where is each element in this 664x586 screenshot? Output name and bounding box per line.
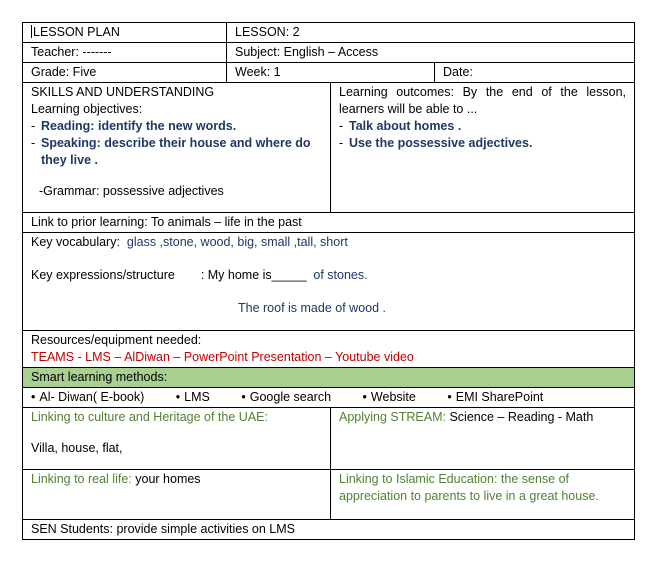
resources-row (23, 331, 635, 368)
real-life-row (23, 470, 635, 520)
vocabulary-cell (23, 233, 635, 331)
expression-line (31, 267, 626, 284)
stream-label: Applying STREAM: (339, 410, 446, 424)
method-item: • Website (362, 390, 416, 404)
method-item: • Al- Diwan( E-book) (31, 390, 145, 404)
header-row-3 (23, 63, 635, 83)
objectives-list (31, 118, 322, 169)
islamic-text: Linking to Islamic Education: the sense of appreciation to parents to live in a great house. (339, 472, 599, 503)
vocabulary-words: glass ,stone, wood, big, small ,tall, short (126, 235, 348, 249)
week-field: Week: 1 (227, 63, 435, 83)
outcomes-intro: Learning outcomes: By the end of the lesson, learners will be able to ... (339, 85, 627, 116)
expression-end: of stones. (313, 268, 368, 282)
objectives-label: Learning objectives: (31, 102, 143, 116)
teacher-field: Teacher: ------- (23, 43, 227, 63)
header-row-1 (23, 23, 635, 43)
objective-reading: - Reading: identify the new words. (31, 118, 322, 135)
real-life-cell (23, 470, 331, 520)
outcomes-cell (331, 83, 635, 213)
subject-field: Subject: English – Access (227, 43, 635, 63)
sen-cell: SEN Students: provide simple activities on LMS (23, 520, 635, 540)
resources-label: Resources/equipment needed: (31, 333, 202, 347)
method-item: • Google search (241, 390, 332, 404)
vocabulary-line (31, 234, 626, 251)
vocabulary-row (23, 233, 635, 331)
skills-heading: SKILLS AND UNDERSTANDING (31, 85, 215, 99)
culture-text: Villa, house, flat, (31, 441, 123, 455)
grammar-note: -Grammar: possessive adjectives (39, 184, 224, 198)
method-item: • LMS (175, 390, 210, 404)
stream-cell (331, 408, 635, 470)
stream-text: Science – Reading - Math (449, 410, 594, 424)
resources-list: TEAMS - LMS – AlDiwan – PowerPoint Presentation – Youtube video (31, 350, 414, 364)
methods-items-row (23, 388, 635, 408)
vocabulary-label: Key vocabulary: (31, 235, 120, 249)
prior-learning-row (23, 213, 635, 233)
real-life-label: Linking to real life: (31, 472, 132, 486)
outcome-item: - Talk about homes . (339, 118, 626, 135)
outcomes-list (339, 118, 626, 152)
prior-learning: Link to prior learning: To animals – life in the past (23, 213, 635, 233)
expression-example: The roof is made of wood . (238, 301, 386, 315)
expression-start: : My home is (200, 268, 272, 282)
culture-cell (23, 408, 331, 470)
smart-methods-label: Smart learning methods: (23, 368, 635, 388)
skills-row (23, 83, 635, 213)
objective-speaking: - Speaking: describe their house and where do they live . (31, 135, 322, 169)
lesson-plan-title: LESSON PLAN (23, 23, 227, 43)
header-row-2 (23, 43, 635, 63)
method-item: • EMI SharePoint (447, 390, 544, 404)
culture-row (23, 408, 635, 470)
resources-cell (23, 331, 635, 368)
lesson-plan-table (22, 22, 635, 540)
real-life-text: your homes (135, 472, 201, 486)
methods-items (23, 388, 635, 408)
expressions-label: Key expressions/structure (31, 268, 175, 282)
date-field: Date: (435, 63, 635, 83)
outcome-item: - Use the possessive adjectives. (339, 135, 626, 152)
text-cursor (31, 25, 32, 38)
sen-row (23, 520, 635, 540)
islamic-cell (331, 470, 635, 520)
lesson-number: LESSON: 2 (227, 23, 635, 43)
skills-cell (23, 83, 331, 213)
culture-label: Linking to culture and Heritage of the UAE: (31, 410, 268, 424)
grade-field: Grade: Five (23, 63, 227, 83)
expression-blank: _____ (271, 268, 307, 282)
smart-methods-row (23, 368, 635, 388)
